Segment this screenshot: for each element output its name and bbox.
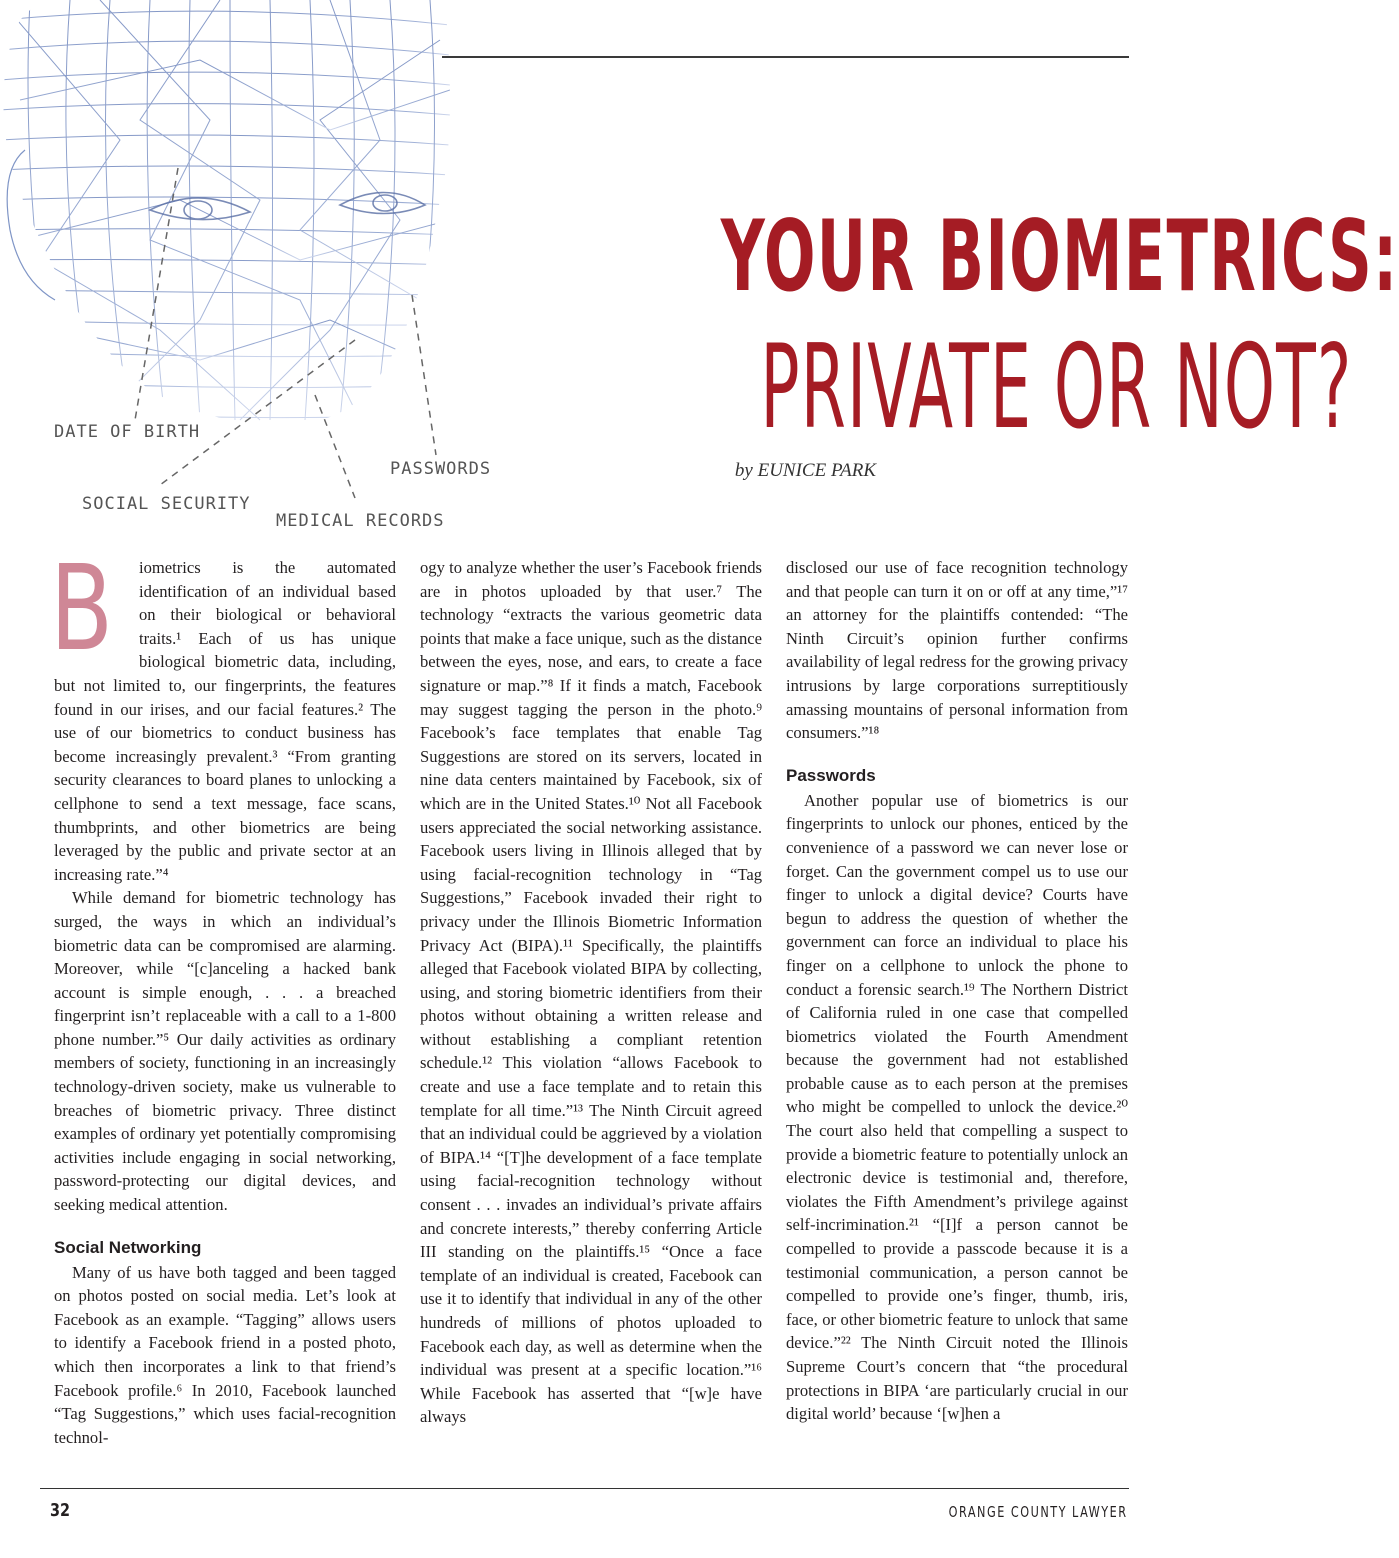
title-line-1: YOUR BIOMETRICS: — [720, 200, 1399, 314]
article-column-1 — [50, 539, 396, 1449]
subhead-passwords: Passwords — [786, 765, 876, 785]
paragraph: While demand for biometric technology has surged, the ways in which an individual’s biometric data can be compromised are alarming. Moreover, while “[c]anceling a hacked bank account is simple enough, . . . a breached fingerprint isn’t replaceable with a call to a 1-800 phone number.”⁵ Our daily activities as ordinary members of society, functioning in an increasingly technology-driven society, make us vulnerable to breaches of biometric privacy. Three distinct examples of ordinary yet potentially compromising activities include engaging in social networking, password-protecting our digital devices, and seeking medical attention. — [54, 888, 396, 1215]
label-date-of-birth: DATE OF BIRTH — [54, 422, 201, 442]
label-medical-records: MEDICAL RECORDS — [276, 511, 445, 531]
drop-cap: B — [50, 539, 114, 677]
page-number: 32 — [50, 1500, 71, 1521]
paragraph: Many of us have both tagged and been tagged on photos posted on social media. Let’s look at Facebook as an example. “Tagging” allows users to identify a Facebook friend in a posted photo, which then incorporates a link to that friend’s Facebook profile.⁶ In 2010, Facebook launched “Tag Suggestions,” which uses facial-recognition technol- — [54, 1262, 396, 1447]
label-social-security: SOCIAL SECURITY — [82, 494, 251, 514]
header-rule — [442, 56, 1129, 58]
article-column-2 — [420, 556, 762, 1429]
article-column-3 — [786, 556, 1128, 1426]
paragraph: ogy to analyze whether the user’s Facebook friends are in photos uploaded by that user.⁷ The technology “extracts the various geometric data points that make a face unique, such as the distance between the eyes, nose, and ears, to create a face signature or map.”⁸ If it finds a match, Facebook may suggest tagging the person in the photo.⁹ Facebook’s face templates that enable Tag Suggestions are stored on its servers, located in nine data centers maintained by Facebook, six of which are in the United States.¹⁰ Not all Facebook users appreciated the social networking assistance. Facebook users living in Illinois alleged that by using facial-recognition technology in “Tag Suggestions,” Facebook invaded their right to privacy under the Illinois Biometric Information Privacy Act (BIPA).¹¹ Specifically, the plaintiffs alleged that Facebook violated BIPA by collecting, using, and storing biometric identifiers from their photos without obtaining a written release and without establishing a compliant retention schedule.¹² This violation “allows Facebook to create and use a face template and to retain this template for all time.”¹³ The Ninth Circuit agreed that an individual could be aggrieved by a violation of BIPA.¹⁴ “[T]he development of a face template using facial-recognition technology without consent . . . invades an individual’s private affairs and concrete interests,” thereby conferring Article III standing on the plaintiffs.¹⁵ “Once a face template of an individual is created, Facebook can use it to identify that individual in any of the other hundreds of millions of photos uploaded to Facebook each day, as well as determine when the individual was present at a specific location.”¹⁶ While Facebook has asserted that “[w]e have always — [420, 558, 762, 1427]
footer-rule — [40, 1488, 1129, 1489]
paragraph-text: iometrics is the automated identification of an individual based on their biological or behavioral traits.¹ Each of us has unique biological biometric data, including, but not limited to, our fingerprints, the features found in our irises, and our facial features.² The use of our biometrics to conduct business has become increasingly prevalent.³ “From granting security clearances to board planes to unlocking a cellphone to send a text message, face scans, thumbprints, and other biometrics are being leveraged by the public and private sector at an increasing rate.”⁴ — [54, 558, 396, 884]
label-passwords: PASSWORDS — [390, 459, 492, 479]
subhead-social-networking: Social Networking — [54, 1237, 202, 1257]
paragraph: disclosed our use of face recognition technology and that people can turn it on or off at any time,”¹⁷ an attorney for the plaintiffs contended: “The Ninth Circuit’s opinion further confirms availability of legal redress for the growing privacy intrusions by large corporations surreptitiously amassing mountains of personal information from consumers.”¹⁸ — [786, 558, 1128, 743]
wireframe-face-illustration — [0, 0, 520, 530]
byline: by EUNICE PARK — [734, 460, 876, 481]
title-line-2: PRIVATE OR NOT? — [760, 320, 1353, 455]
magazine-name: ORANGE COUNTY LAWYER — [949, 1503, 1128, 1521]
paragraph: Another popular use of biometrics is our fingerprints to unlock our phones, enticed by the convenience of a password we can never lose or forget. Can the government compel us to use our finger to unlock a digital device? Courts have begun to address the question of whether the government can force an individual to place his finger on a cellphone to unlock the phone to conduct a forensic search.¹⁹ The Northern District of California ruled in one case that compelled biometrics violated the Fourth Amendment because the government had not established probable cause as to each person at the premises who might be compelled to unlock the device.²⁰ The court also held that compelling a suspect to provide a biometric feature to potentially unlock an electronic device is testimonial and, therefore, violates the Fifth Amendment’s privilege against self-incrimination.²¹ “[I]f a person cannot be compelled to provide a passcode because it is a testimonial communication, a person cannot be compelled to provide one’s finger, thumb, iris, face, or other biometric feature to unlock that same device.”²² The Ninth Circuit noted the Illinois Supreme Court’s concern that “the procedural protections in BIPA ‘are particularly crucial in our digital world’ because ‘[w]hen a — [786, 790, 1128, 1424]
paragraph — [50, 539, 396, 886]
